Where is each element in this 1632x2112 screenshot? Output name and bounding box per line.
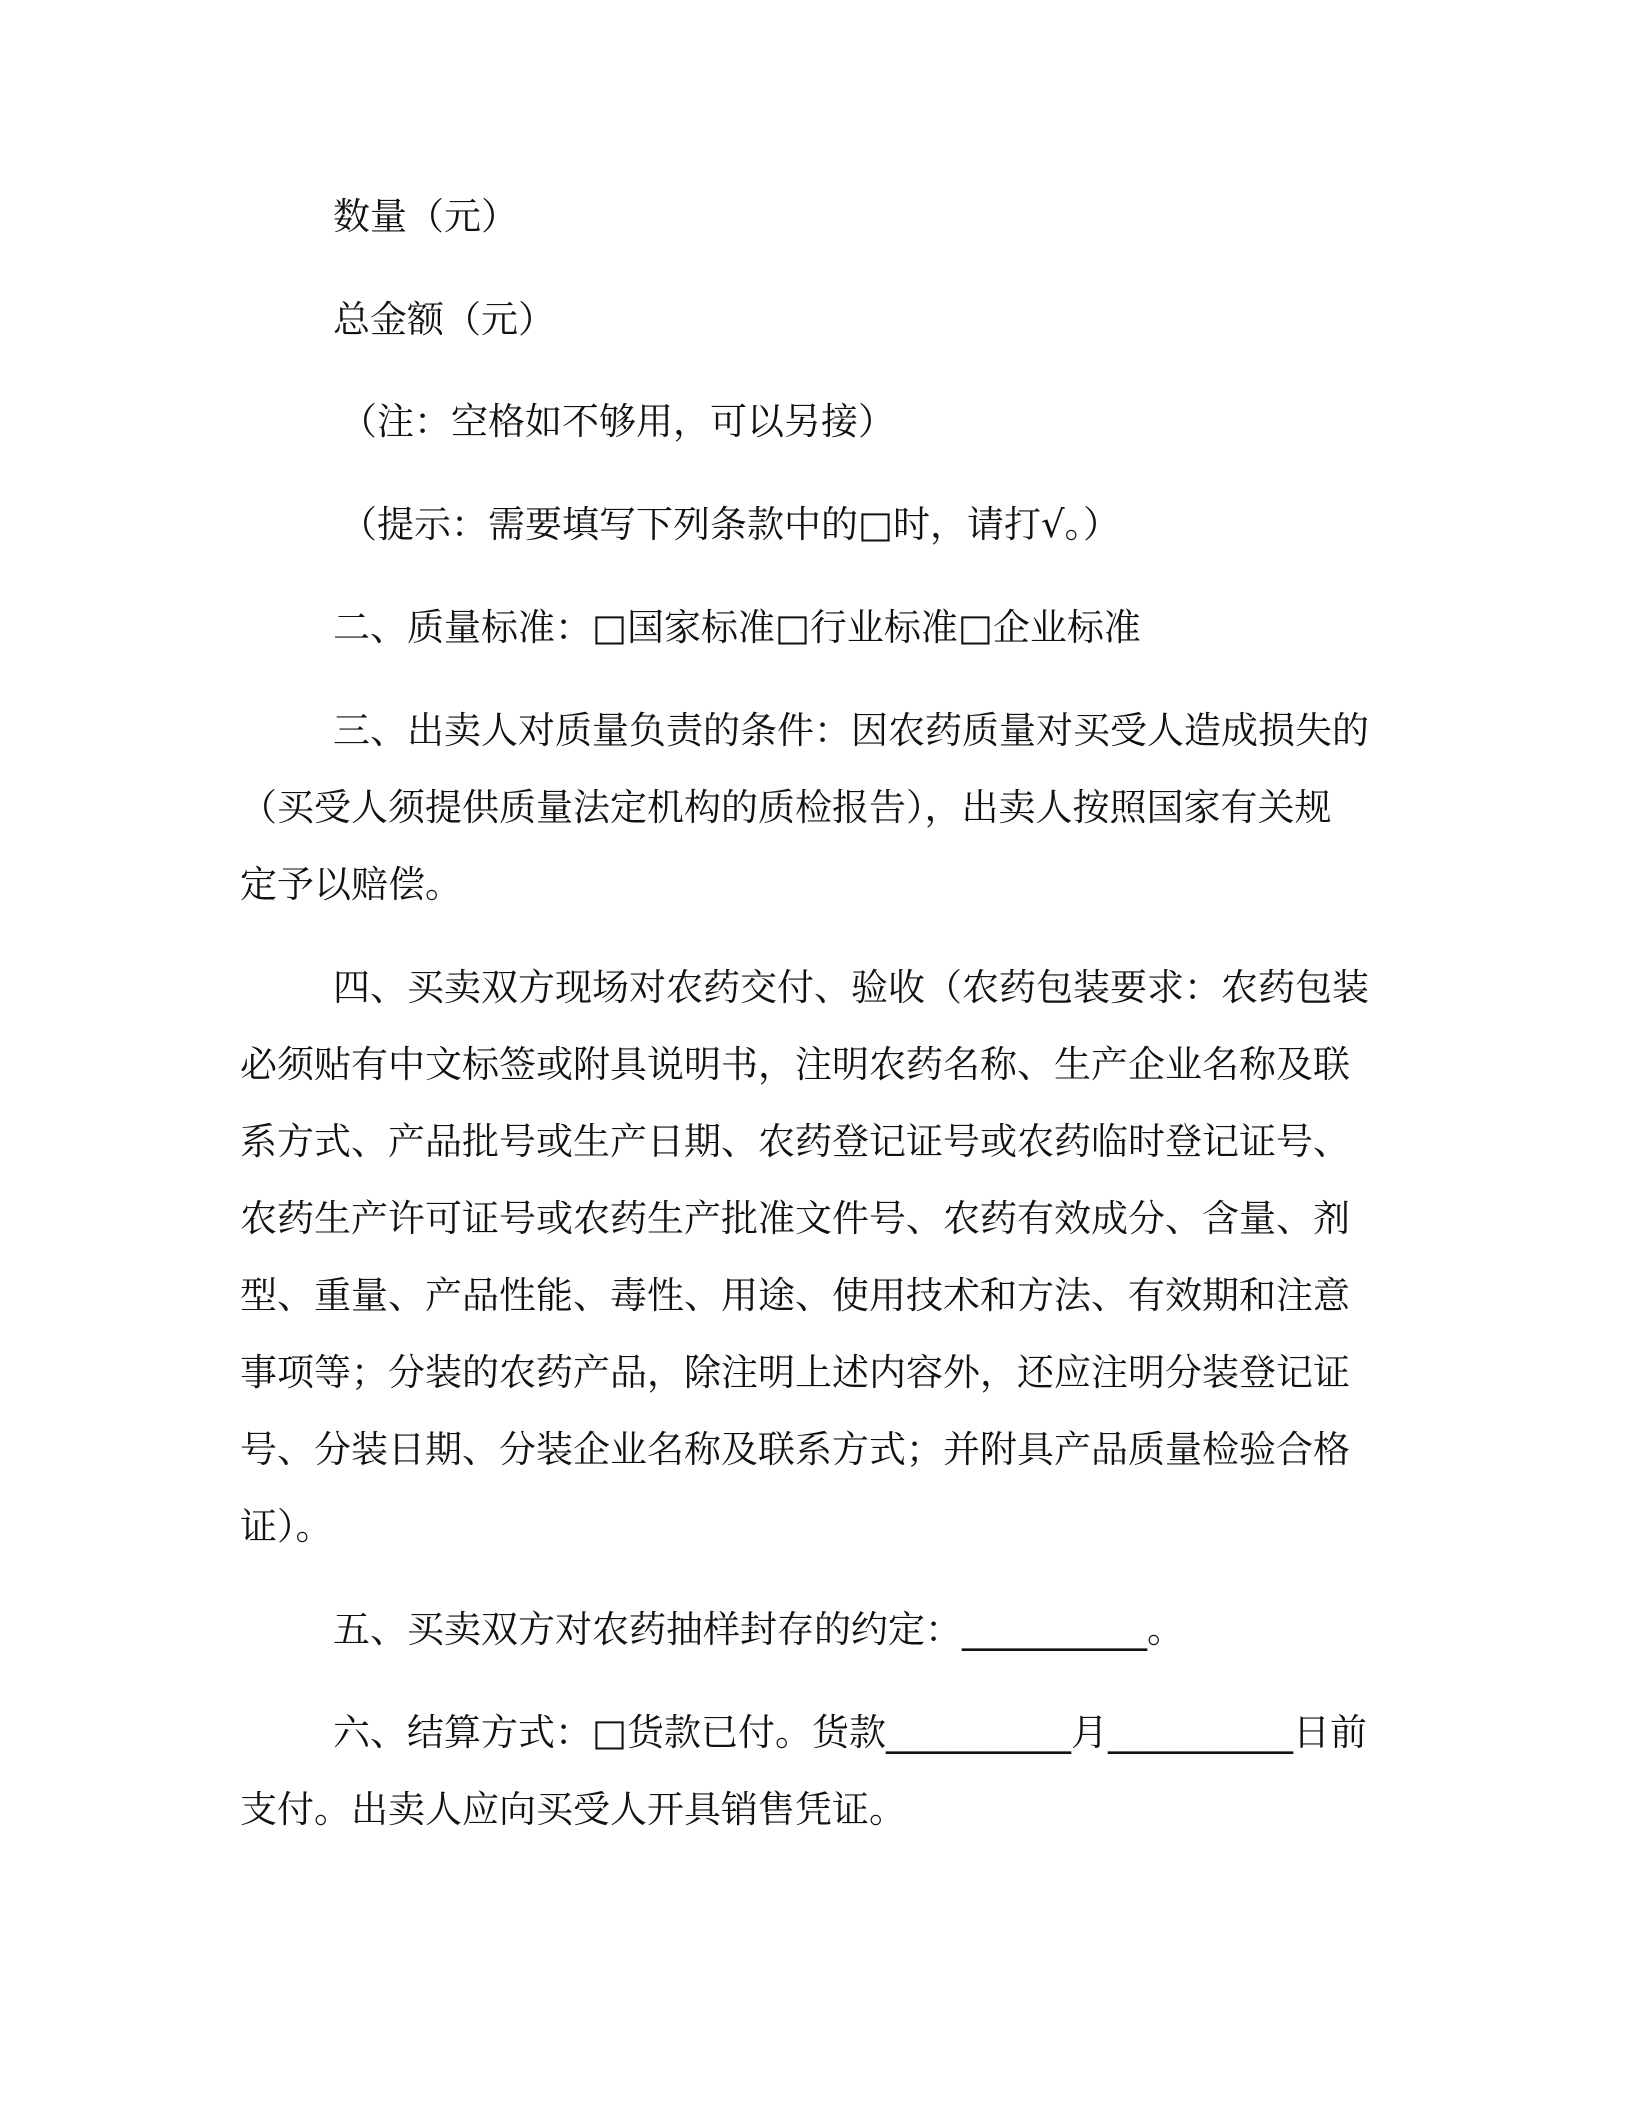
quantity-label: 数量（元） bbox=[333, 195, 518, 238]
clause-4-line-1: 四、买卖双方现场对农药交付、验收（农药包装要求：农药包装 bbox=[333, 966, 1369, 1009]
clause-4-line-5: 型、重量、产品性能、毒性、用途、使用技术和方法、有效期和注意 bbox=[240, 1274, 1350, 1317]
hint-text: （提示：需要填写下列条款中的□时，请打√。） bbox=[340, 503, 1121, 546]
clause-2-quality-standard: 二、质量标准：□国家标准□行业标准□企业标准 bbox=[333, 606, 1141, 649]
clause-4-line-4: 农药生产许可证号或农药生产批准文件号、农药有效成分、含量、剂 bbox=[240, 1197, 1350, 1240]
note-text: （注：空格如不够用，可以另接） bbox=[340, 400, 895, 443]
clause-4-line-8: 证）。 bbox=[240, 1505, 333, 1548]
clause-3-line-2: （买受人须提供质量法定机构的质检报告），出卖人按照国家有关规 bbox=[240, 786, 1332, 829]
clause-5-sampling: 五、买卖双方对农药抽样封存的约定：__________。 bbox=[333, 1608, 1184, 1651]
total-amount-label: 总金额（元） bbox=[333, 298, 555, 341]
clause-3-line-3: 定予以赔偿。 bbox=[240, 863, 462, 906]
clause-6-line-1: 六、结算方式：□货款已付。货款__________月__________日前 bbox=[333, 1711, 1367, 1754]
clause-3-line-1: 三、出卖人对质量负责的条件：因农药质量对买受人造成损失的 bbox=[333, 709, 1369, 752]
clause-6-line-2: 支付。出卖人应向买受人开具销售凭证。 bbox=[240, 1788, 906, 1831]
clause-4-line-6: 事项等；分装的农药产品，除注明上述内容外，还应注明分装登记证 bbox=[240, 1351, 1350, 1394]
clause-4-line-2: 必须贴有中文标签或附具说明书，注明农药名称、生产企业名称及联 bbox=[240, 1043, 1350, 1086]
clause-4-line-7: 号、分装日期、分装企业名称及联系方式；并附具产品质量检验合格 bbox=[240, 1428, 1350, 1471]
clause-4-line-3: 系方式、产品批号或生产日期、农药登记证号或农药临时登记证号、 bbox=[240, 1120, 1350, 1163]
